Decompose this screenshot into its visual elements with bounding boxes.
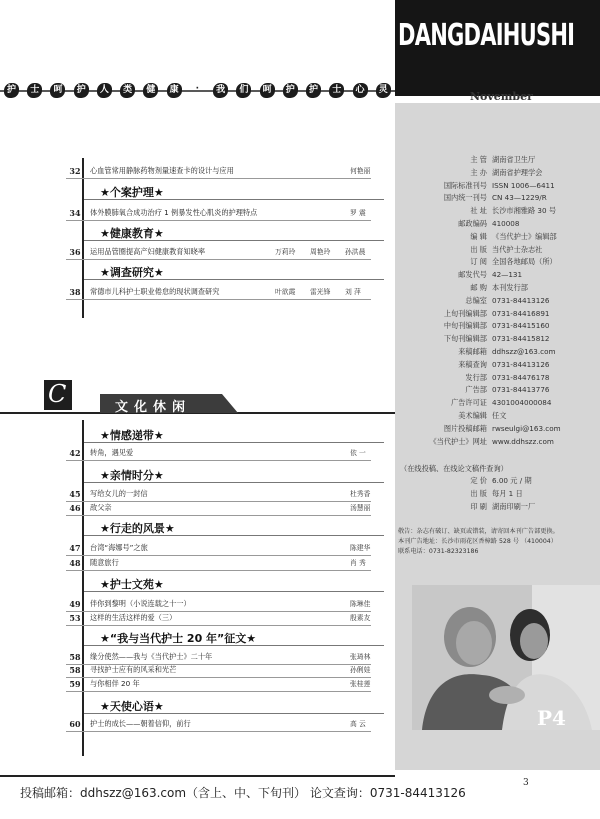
toc-entry[interactable] [60,556,370,570]
masthead-label: 总编室 [465,295,487,305]
slogan-char: 士 [27,83,42,98]
issue-month: November [470,90,533,103]
toc-page-number: 60 [69,719,81,729]
toc-entry-title: 伴你到黎明（小说连载之十一） [90,599,191,608]
slogan-char: 健 [143,83,158,98]
masthead-label: 邮政编码 [458,219,487,228]
toc-entry-author: 孙洪晨 [345,248,366,256]
footer-rule [0,775,395,777]
toc-entry-author: 何艳丽 [350,167,371,175]
toc-page-number: 58 [69,652,81,662]
masthead-label: 图片投稿邮箱 [443,423,487,433]
toc-entry-author: 叶欲霞 [275,288,296,296]
page-number: 3 [523,778,529,788]
section-heading: ★个案护理★ [100,186,164,199]
masthead-label: 广告许可证 [451,398,487,408]
masthead-label: 编 辑 [470,231,487,241]
toc-entry[interactable] [60,677,370,691]
masthead-label: 主 办 [470,167,487,177]
masthead-label: 发行部 [465,372,487,382]
masthead-value[interactable]: ddhszz@163.com [492,347,556,356]
masthead-label: 邮 购 [470,283,487,292]
masthead-label: 定 价 [470,476,487,485]
toc-entry-title: 敌父亲 [90,503,112,512]
masthead-label: 上旬刊编辑部 [443,308,487,318]
masthead-value: 0731-84413126 [492,295,550,305]
toc-page-number: 36 [69,247,81,257]
masthead-value: 6.00 元 / 期 [492,476,532,485]
toc-page-number: 49 [69,599,81,609]
toc-entry-author: 陈建华 [350,544,371,552]
toc-entry[interactable] [60,650,370,664]
slogan-char: 康 [167,83,182,98]
toc-divider [66,178,371,179]
toc-entry-title: 转角，遇见爱 [90,448,134,457]
masthead-label: 美术编辑 [458,411,487,420]
toc-page-number: 38 [69,287,81,297]
masthead-value: 每月 1 日 [492,488,523,498]
toc-page-number: 42 [69,448,81,458]
toc-entry-title: 心血管常用静脉药物剂量速查卡的设计与应用 [90,166,234,175]
footer-contact: 投稿邮箱：ddhszz@163.com（含上、中、下旬刊） 论文查询：0731-84413126 [20,786,466,800]
toc-page-number: 32 [69,166,81,176]
page-badge: P4 [537,706,566,730]
toc-page-number: 46 [69,503,81,513]
masthead-value: 410008 [492,219,520,228]
masthead-value: 42—131 [492,270,523,280]
toc-entry-title: 运用品管圈提高产妇健康教育知晓率 [90,247,206,256]
masthead-value: 0731-84416891 [492,308,550,318]
masthead-value: 本刊发行部 [492,283,528,292]
toc-divider [66,259,371,260]
slogan-char: 我 [213,83,228,98]
toc-entry-title: 随意旅行 [90,558,119,567]
toc-entry-title: 护士的成长——朝着信仰，前行 [90,719,191,728]
toc-entry-author: 张琦林 [350,653,371,661]
toc-entry-title: 台湾“海娜号”之旅 [90,543,148,552]
toc-entry-title: 这样的生活这样的爱（三） [90,613,177,622]
masthead-label: 国内统一刊号 [443,193,487,203]
masthead-value: 任文 [492,411,507,420]
photo-illustration [412,585,600,730]
toc-entry-author: 刘 萍 [345,288,361,296]
hands [489,686,525,704]
section-heading: ★天使心语★ [100,700,164,713]
toc-divider [66,570,371,571]
masthead-label: 来稿查询 [458,359,487,369]
masthead-label: 《当代护士》网址 [429,436,487,446]
slogan-char: 心 [353,83,368,98]
toc-page-number: 48 [69,558,81,568]
toc-entry-author: 张桂莲 [350,680,371,688]
toc-entry[interactable] [60,164,370,178]
slogan-char: 呵 [50,83,65,98]
toc-entry-title: 寻找护士应有的风采和光芒 [90,665,177,674]
masthead-label: 印 刷 [470,501,487,511]
online-note: （在线投稿、在线论文稿件查询） [400,464,508,473]
slogan-char: 护 [283,83,298,98]
masthead-value: 湖南省卫生厅 [492,155,536,164]
slogan-char: 呵 [260,83,275,98]
toc-divider [66,460,371,461]
toc-divider [66,625,371,626]
toc-entry[interactable] [60,446,370,460]
section-heading: ★调查研究★ [100,266,164,279]
masthead-value: 当代护士杂志社 [492,244,543,254]
slogan-char: 灵 [376,83,391,98]
masthead-label: 订 阅 [470,257,487,267]
masthead-label: 出 版 [470,488,487,498]
slogan [0,80,395,102]
masthead-value: ISSN 1006—6411 [492,180,555,190]
section-heading: ★“我与当代护士 20 年”征文★ [100,632,257,645]
masthead-label: 来稿邮箱 [458,347,487,356]
toc-entry-title: 常德市儿科护士职业倦怠的现状调查研究 [90,287,220,296]
toc-entry[interactable] [60,611,370,625]
slogan-char: 护 [74,83,89,98]
toc-vertical-rule [82,420,84,756]
notice-line: 联系电话：0731-82323186 [398,548,479,555]
toc-entry-author: 雷光锋 [310,288,331,296]
masthead-label: 出 版 [470,244,487,254]
toc-entry-title: 与你相伴 20 年 [90,679,140,688]
slogan-char: 人 [97,83,112,98]
toc-divider [66,691,371,692]
toc-entry-author: 陈琳佳 [350,600,371,608]
masthead-label: 主 管 [470,155,487,164]
notice-line: 本刊广告地址：长沙市雨花区香樟路 528 号 （410004） [398,538,557,545]
masthead-value: 0731-84413776 [492,385,550,395]
slogan-char: 们 [236,83,251,98]
masthead-label: 下旬刊编辑部 [443,334,487,344]
slogan-char: 护 [4,83,19,98]
toc-divider [66,515,371,516]
toc-divider [66,220,371,221]
section-heading: ★健康教育★ [100,227,164,240]
slogan-char: · [195,84,200,94]
slogan-char: 类 [120,83,135,98]
masthead-value: 0731-84413126 [492,359,550,369]
chapter-letter: C [48,380,67,408]
toc-entry-author: 万莉玲 [275,248,296,256]
toc-entry[interactable] [60,487,370,501]
toc-entry-author: 汤慧丽 [350,504,371,512]
notice-line: 敬告：杂志有破订、缺页或错装，请寄回本刊广告部更换。 [398,528,559,535]
toc-entry-author: 杜秀香 [350,490,371,498]
masthead-value: 全国各地邮局（所） [492,257,557,267]
toc-page-number: 34 [69,208,81,218]
toc-entry-author: 罗 震 [350,209,366,217]
toc-entry[interactable] [60,663,370,677]
toc-entry-title: 缘分使然——我与《当代护士》二十年 [90,652,213,661]
masthead-value[interactable]: www.ddhszz.com [492,436,554,446]
toc-entry[interactable] [60,206,370,220]
masthead-label: 广告部 [465,385,487,395]
toc-entry[interactable] [60,541,370,555]
toc-page-number: 59 [69,679,81,689]
masthead-value: 《当代护士》编辑部 [492,231,557,241]
toc-entry-title: 写给女儿的一封信 [90,489,148,498]
masthead-value: CN 43—1229/R [492,193,547,203]
section-heading: ★情感递带★ [100,429,164,442]
toc-page-number: 45 [69,489,81,499]
masthead-value[interactable]: rwseulgi@163.com [492,423,561,433]
toc-page-number: 53 [69,613,81,623]
cover-photo-nurse-and-elderly-patient [412,585,600,730]
slogan-char: 护 [306,83,321,98]
toc-entry-author: 依 一 [350,449,366,457]
slogan-char: 士 [329,83,344,98]
masthead-label: 中旬刊编辑部 [443,321,487,331]
toc-entry-author: 殷素友 [350,614,371,622]
notice-block [398,527,596,557]
masthead-label: 国际标准刊号 [443,180,487,190]
masthead-label: 邮发代号 [458,270,487,280]
masthead-label: 社 址 [470,206,487,216]
toc-entry[interactable] [60,285,370,299]
magazine-logo: DANGDAIHUSHI [398,18,575,53]
toc-page-number: 47 [69,543,81,553]
toc-entry-author: 肖 秀 [350,559,366,567]
masthead-value: 0731-84415812 [492,334,550,344]
section-heading: ★亲情时分★ [100,469,164,482]
masthead-value: 0731-84476178 [492,372,550,382]
toc-entry-title: 体外膜肺氧合成功治疗 1 例暴发性心肌炎的护理特点 [90,208,258,217]
toc-page-number: 58 [69,665,81,675]
toc-entry-author: 孙俐娃 [350,666,371,674]
chapter-title: 文化休闲 [115,400,192,415]
toc-entry[interactable] [60,501,370,515]
masthead-value: 0731-84415160 [492,321,550,331]
masthead-value: 湖南省护理学会 [492,167,543,177]
toc-entry[interactable] [60,245,370,259]
toc-entry[interactable] [60,597,370,611]
toc-entry[interactable] [60,717,370,731]
masthead-value: 长沙市湘雅路 30 号 [492,206,557,216]
masthead-value: 湖南印刷一厂 [492,501,536,511]
toc-entry-author: 周艳玲 [310,248,331,256]
toc-entry-author: 高 云 [350,720,366,728]
masthead-value: 4301004000084 [492,398,552,408]
toc-divider [66,731,371,732]
section-heading: ★行走的风景★ [100,522,175,535]
section-heading: ★护士文苑★ [100,578,164,591]
toc-divider [66,299,371,300]
